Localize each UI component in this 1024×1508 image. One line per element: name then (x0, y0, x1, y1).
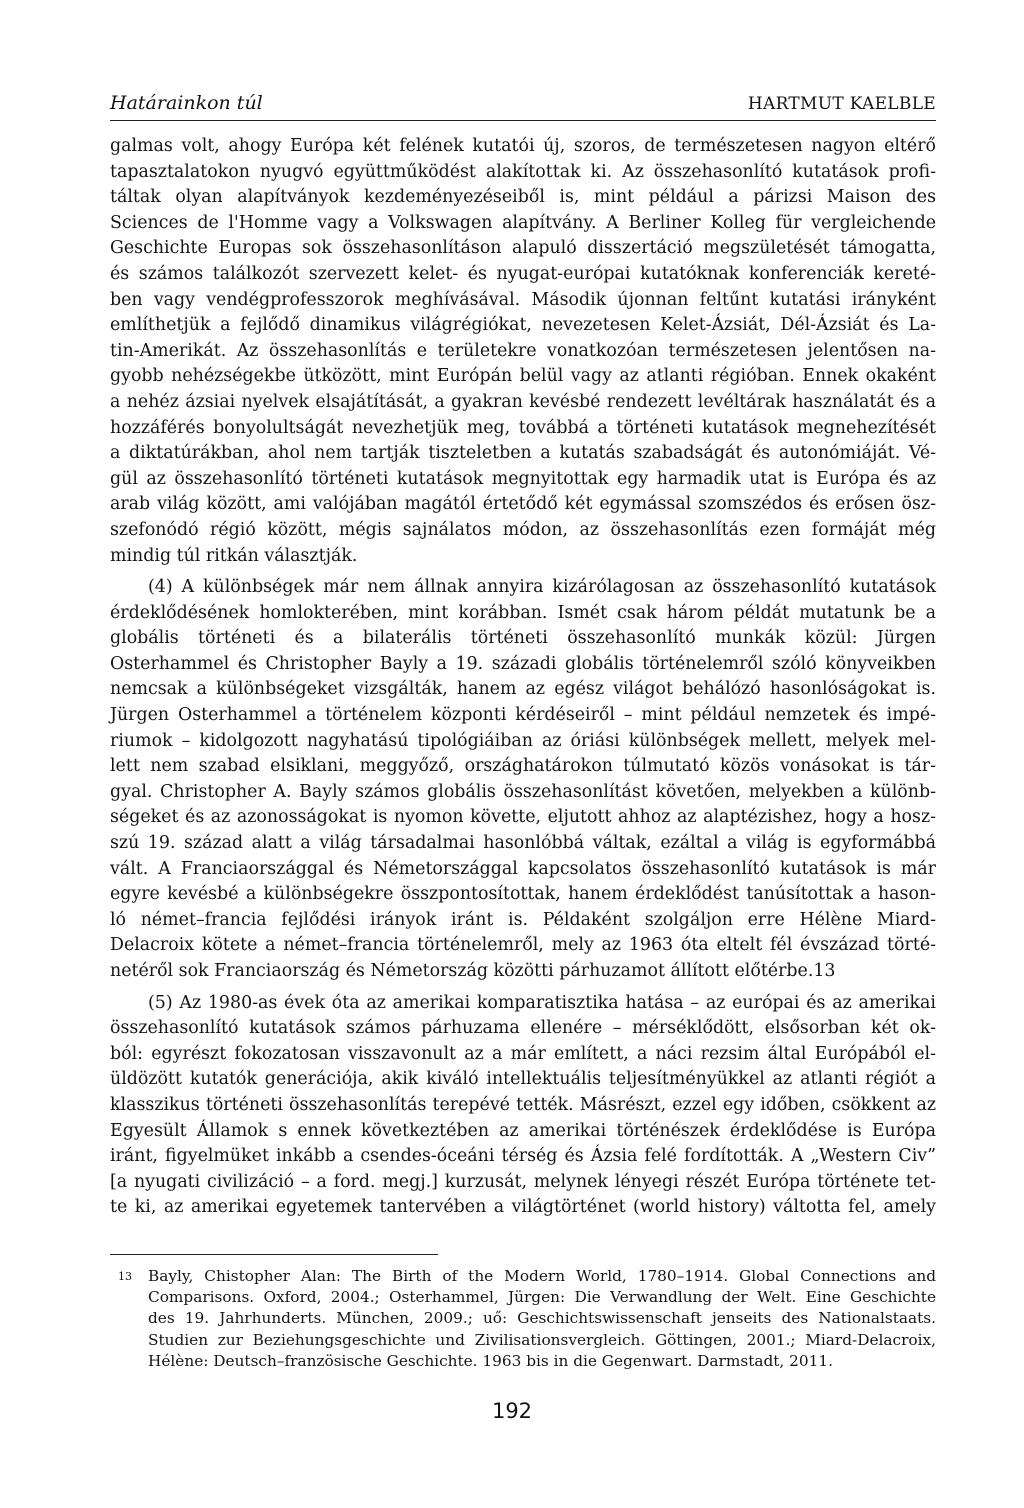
header-section-title: Határainkon túl (110, 92, 263, 114)
body-text (110, 134, 936, 1227)
text-line: ségeket és az azonosságokat is nyomon követte, eljutott ahhoz az alaptézishez, hogy a hosz- (110, 807, 936, 828)
text-line: Osterhammel és Christopher Bayly a 19. századi globális történelemről szóló könyveikben (110, 653, 936, 674)
footnote-line: Hélène: Deutsch–französische Geschichte. 1963 bis in die Gegenwart. Darmstadt, 2011. (148, 1351, 833, 1370)
text-line: globális történeti és a bilaterális történeti összehasonlító munkák közül: Jürgen (110, 628, 936, 649)
text-line: Egyesült Államok s ennek következtében az amerikai történészek érdeklődése is Európa (110, 1120, 936, 1141)
footnote-line: Bayly, Chistopher Alan: The Birth of the Modern World, 1780–1914. Global Connections and (148, 1267, 936, 1285)
running-header (110, 86, 936, 121)
text-line: mindig túl ritkán választják. (110, 545, 358, 566)
text-line: és számos találkozót szervezett kelet- és nyugat-európai kutatóknak konferenciák kereté- (110, 263, 936, 284)
text-line: egyre kevésbé a különbségekre összpontosítottak, hanem érdeklődést tanúsítottak a hason- (110, 884, 936, 905)
text-line: tapasztalatokon nyugvó együttműködést alakítottak ki. Az összehasonlító kutatások profi- (110, 161, 936, 182)
text-line: (5) Az 1980-as évek óta az amerikai komparatisztika hatása – az európai és az amerikai (148, 992, 936, 1013)
text-line: [a nyugati civilizáció – a ford. megj.] kurzusát, melynek lényegi részét Európa története tet- (110, 1171, 936, 1192)
text-line: említhetjük a fejlődő dinamikus világrégiókat, nevezetesen Kelet-Ázsiát, Dél-Ázsiát és La- (110, 315, 936, 336)
text-line: galmas volt, ahogy Európa két felének kutatói új, szoros, de természetesen nagyon eltérő (110, 136, 936, 156)
text-line: tin-Amerikát. Az összehasonlítás e területekre vonatkozóan természetesen jelentősen na- (110, 340, 936, 361)
text-line: Geschichte Europas sok összehasonlításon alapuló disszertáció megszületését támogatta, (110, 238, 936, 259)
header-author: HARTMUT KAELBLE (747, 94, 936, 114)
text-line: gyal. Christopher A. Bayly számos globális összehasonlítást követően, melyekben a különb- (110, 781, 936, 802)
text-line: hozzáférés bonyolultságát nevezhetjük meg, továbbá a történeti kutatások megnehezítését (110, 417, 936, 438)
text-line: riumok – kidolgozott nagyhatású tipológiáiban az óriási különbségek mellett, melyek mel- (110, 730, 936, 751)
footnote-number: 13 (118, 1270, 132, 1283)
footnote-line: des 19. Jahrhunderts. München, 2009.; uő: Geschichtswissenschaft jenseits des Nationalstaats. (148, 1309, 936, 1328)
paragraph-3 (110, 991, 936, 1221)
text-line: szefonódó régió között, mégis sajnálatos módon, az összehasonlítás ezen formáját még (110, 519, 936, 540)
text-line: Jürgen Osterhammel a történelem központi kérdéseiről – mint például nemzetek és impé- (110, 705, 936, 726)
text-line: Sciences de l'Homme vagy a Volkswagen alapítvány. A Berliner Kolleg für vergleichende (110, 212, 936, 233)
page-number: 192 (491, 1399, 533, 1423)
text-line: táltak olyan alapítványok kezdeményezéseiből is, mint például a párizsi Maison des (110, 187, 936, 208)
text-line: gyobb nehézségekbe ütközött, mint Európán belül vagy az atlanti régióban. Ennek okaként (110, 366, 936, 387)
text-line: Delacroix kötete a német–francia történelemről, mely az 1963 óta eltelt fél évszázad törté- (110, 935, 936, 956)
footnote-line: Studien zur Beziehungsgeschichte und Zivilisationsvergleich. Göttingen, 2001.; Miard-Delacroix, (148, 1330, 936, 1349)
text-line: üldözött kutatók generációja, akik kiváló intellektuális teljesítményükkel az atlanti régiót a (110, 1069, 936, 1090)
text-line: netéről sok Franciaország és Németország közötti párhuzamot állított előtérbe.13 (110, 961, 836, 981)
text-line: (4) A különbségek már nem állnak annyira kizárólagosan az összehasonlító kutatások (148, 577, 936, 598)
text-line: nemcsak a különbségeket vizsgálták, hanem az egész világot behálózó hasonlóságokat is. (110, 679, 936, 700)
text-line: a nehéz ázsiai nyelvek elsajátítását, a gyakran kevésbé rendezett levéltárak használatát és a (110, 391, 936, 412)
text-line: ben vagy vendégprofesszorok meghívásával. Második újonnan feltűnt kutatási irányként (110, 289, 936, 310)
text-line: arab világ között, ami valójában magától értetődő két egymással szomszédos és erősen ösz- (110, 494, 936, 515)
text-line: ból: egyrészt fokozatosan visszavonult az a már említett, a náci rezsim által Európából el- (110, 1043, 936, 1064)
footnote-13 (118, 1266, 936, 1372)
text-line: klasszikus történeti összehasonlítás terepévé tették. Másrészt, ezzel egy időben, csökkent az (110, 1094, 936, 1115)
paragraph-1 (110, 134, 936, 569)
paragraph-2 (110, 575, 936, 985)
text-line: a diktatúrákban, ahol nem tartják tiszteletben a kutatás szabadságát és autonómiáját. Vé- (110, 443, 936, 464)
footnote-divider (110, 1254, 438, 1255)
text-line: vált. A Franciaországgal és Németországgal kapcsolatos összehasonlító kutatások is már (110, 858, 936, 879)
text-line: gül az összehasonlító történeti kutatások megnyitottak egy harmadik utat is Európa és az (110, 468, 936, 489)
text-line: ló német–francia fejlődési irányok iránt is. Példaként szolgáljon erre Hélène Miard- (110, 909, 936, 930)
text-line: összehasonlító kutatások számos párhuzama ellenére – mérséklődött, elsősorban két ok- (110, 1018, 936, 1039)
text-line: te ki, az amerikai egyetemek tantervében a világtörténet (world history) váltotta fel, amely (110, 1197, 936, 1218)
text-line: lett nem szabad elsiklani, meggyőző, országhatárokon túlmutató közös vonásokat is tár- (110, 756, 936, 777)
text-line: érdeklődésének homlokterében, mint korábban. Ismét csak három példát mutatunk be a (110, 602, 936, 623)
text-line: szú 19. század alatt a világ társadalmai hasonlóbbá váltak, ezáltal a világ is egyformábbá (110, 833, 936, 854)
text-line: iránt, figyelmüket inkább a csendes-óceáni térség és Ázsia felé fordították. A „Western Civ” (110, 1146, 936, 1167)
footnote-line: Comparisons. Oxford, 2004.; Osterhammel, Jürgen: Die Verwandlung der Welt. Eine Geschichte (148, 1288, 936, 1307)
